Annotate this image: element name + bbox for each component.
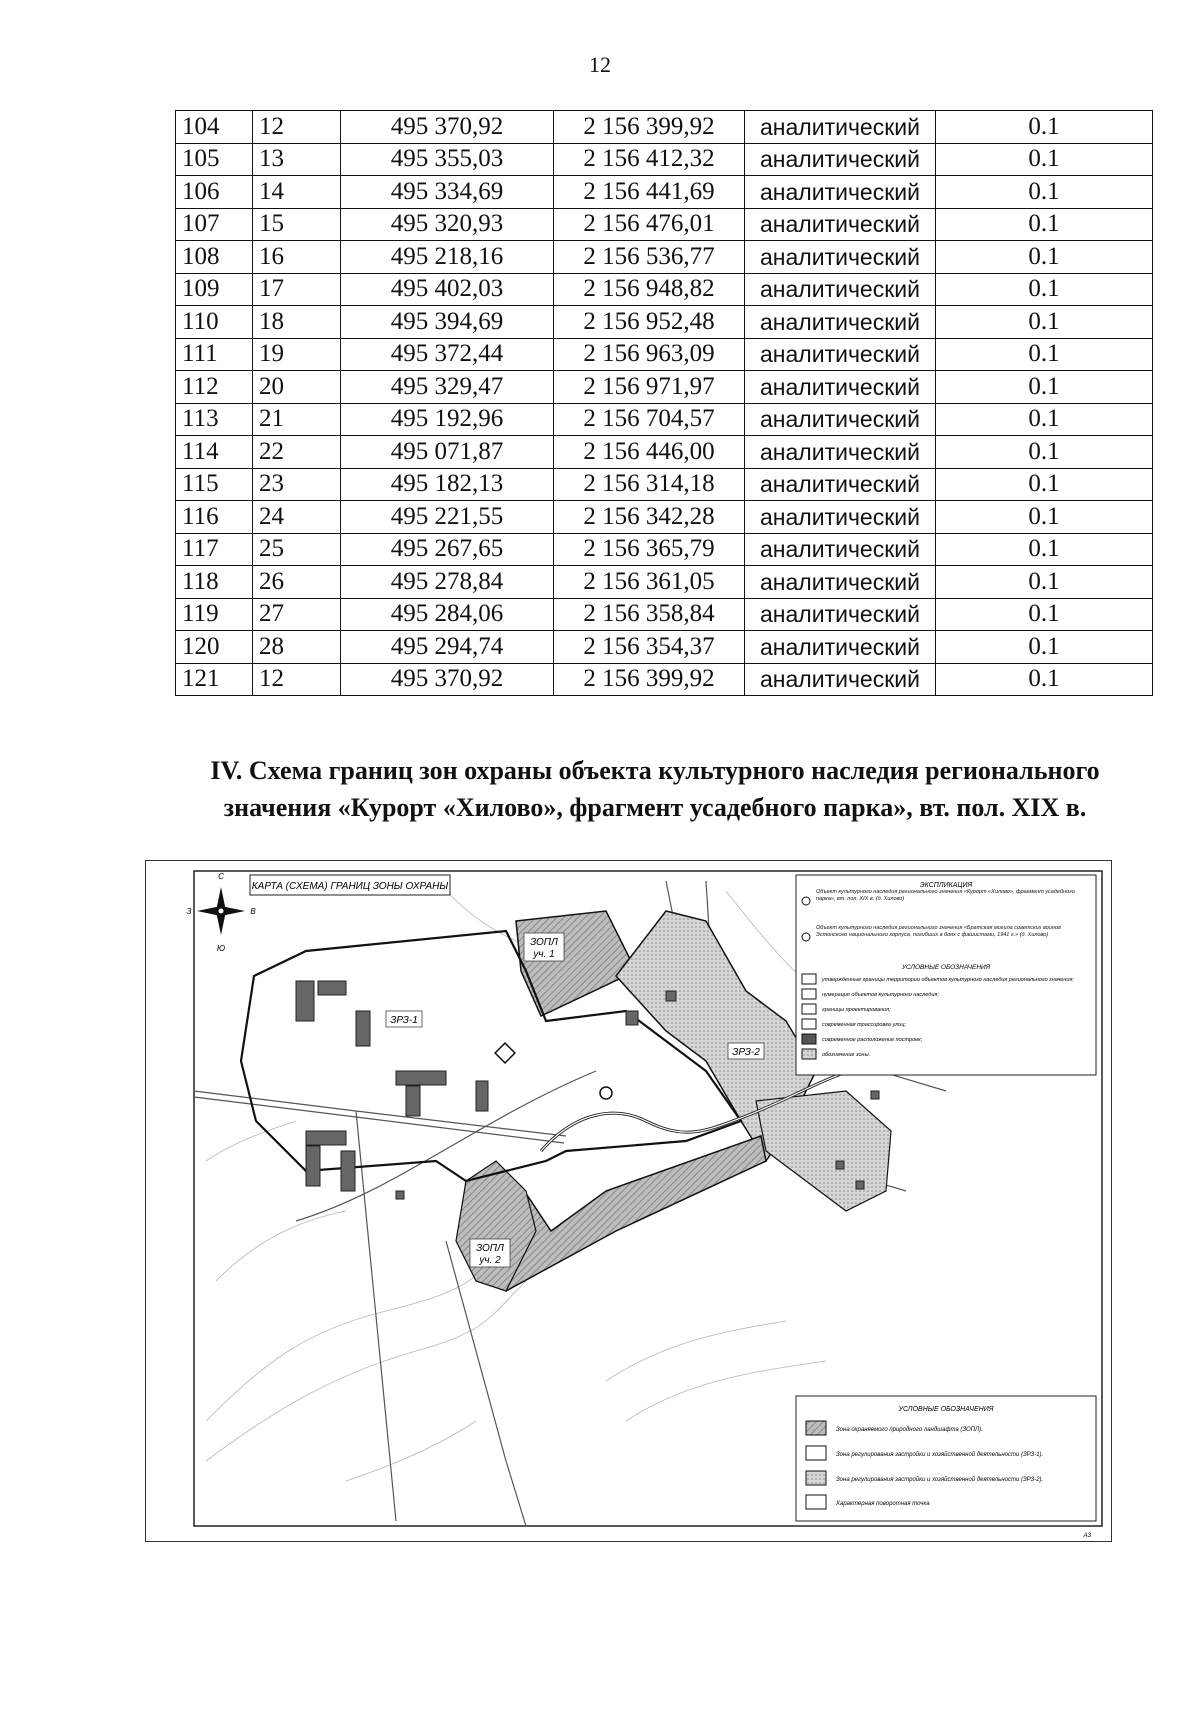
error-cell: 0.1 <box>936 306 1153 339</box>
table-row <box>176 566 1153 599</box>
coord-y-cell: 2 156 704,57 <box>554 403 745 436</box>
section-title-line-2: значения «Курорт «Хилово», фрагмент усадебного парка», вт. пол. XIX в. <box>223 793 1087 822</box>
point-number-cell: 25 <box>253 533 341 566</box>
coord-y-cell: 2 156 412,32 <box>554 143 745 176</box>
explication-legend-item: современное расположение построек; <box>822 1037 923 1043</box>
error-cell: 0.1 <box>936 111 1153 144</box>
method-cell: аналитический <box>745 176 936 209</box>
page-number: 12 <box>589 52 611 77</box>
point-index-cell: 105 <box>176 143 253 176</box>
coord-x-cell: 495 370,92 <box>341 111 554 144</box>
coord-y-cell: 2 156 365,79 <box>554 533 745 566</box>
error-cell: 0.1 <box>936 663 1153 696</box>
coord-x-cell: 495 320,93 <box>341 208 554 241</box>
explication-legend-item: границы проектирования; <box>822 1007 891 1013</box>
table-row <box>176 663 1153 696</box>
coord-y-cell: 2 156 963,09 <box>554 338 745 371</box>
zone-label-zopl2-b: уч. 2 <box>479 1255 501 1266</box>
method-cell: аналитический <box>745 273 936 306</box>
error-cell: 0.1 <box>936 501 1153 534</box>
point-index-cell: 118 <box>176 566 253 599</box>
error-cell: 0.1 <box>936 468 1153 501</box>
explication-item-1: Объект культурного наследия регионального значения «Курорт «Хилово», фрагмент усадебного парка», вт. пол. XIX в. (д. Хилово) <box>816 889 1075 902</box>
point-number-cell: 28 <box>253 631 341 664</box>
legend-item: Зона регулирования застройки и хозяйственной деятельности (ЗРЗ-1). <box>836 1452 1044 1458</box>
method-cell: аналитический <box>745 566 936 599</box>
coord-x-cell: 495 218,16 <box>341 241 554 274</box>
compass-n: С <box>218 872 224 881</box>
map-title: КАРТА (СХЕМА) ГРАНИЦ ЗОНЫ ОХРАНЫ <box>251 881 449 892</box>
point-index-cell: 112 <box>176 371 253 404</box>
compass-w: З <box>186 907 192 916</box>
compass-s: Ю <box>216 944 226 953</box>
point-index-cell: 119 <box>176 598 253 631</box>
coord-y-cell: 2 156 948,82 <box>554 273 745 306</box>
point-number-cell: 18 <box>253 306 341 339</box>
coord-y-cell: 2 156 399,92 <box>554 663 745 696</box>
coord-x-cell: 495 267,65 <box>341 533 554 566</box>
error-cell: 0.1 <box>936 598 1153 631</box>
point-index-cell: 114 <box>176 436 253 469</box>
table-row <box>176 241 1153 274</box>
error-cell: 0.1 <box>936 143 1153 176</box>
point-number-cell: 20 <box>253 371 341 404</box>
zone-label-zopl1-a: ЗОПЛ <box>530 937 558 948</box>
coord-x-cell: 495 370,92 <box>341 663 554 696</box>
method-cell: аналитический <box>745 143 936 176</box>
coord-y-cell: 2 156 399,92 <box>554 111 745 144</box>
explication-heading: ЭКСПЛИКАЦИЯ <box>919 882 973 889</box>
method-cell: аналитический <box>745 598 936 631</box>
coord-x-cell: 495 355,03 <box>341 143 554 176</box>
method-cell: аналитический <box>745 501 936 534</box>
table-row <box>176 533 1153 566</box>
point-number-cell: 13 <box>253 143 341 176</box>
explication-legend-item: нумерация объектов культурного наследия; <box>822 992 939 998</box>
point-number-cell: 14 <box>253 176 341 209</box>
table-row <box>176 143 1153 176</box>
table-row <box>176 338 1153 371</box>
method-cell: аналитический <box>745 111 936 144</box>
coord-y-cell: 2 156 342,28 <box>554 501 745 534</box>
coord-y-cell: 2 156 314,18 <box>554 468 745 501</box>
table-row <box>176 501 1153 534</box>
coord-x-cell: 495 372,44 <box>341 338 554 371</box>
explication-legend-item: обозначение зоны. <box>822 1052 871 1058</box>
coord-x-cell: 495 221,55 <box>341 501 554 534</box>
method-cell: аналитический <box>745 371 936 404</box>
method-cell: аналитический <box>745 208 936 241</box>
method-cell: аналитический <box>745 403 936 436</box>
zone-label-zopl1-b: уч. 1 <box>533 949 555 960</box>
coord-x-cell: 495 284,06 <box>341 598 554 631</box>
table-row <box>176 208 1153 241</box>
coord-y-cell: 2 156 476,01 <box>554 208 745 241</box>
error-cell: 0.1 <box>936 176 1153 209</box>
coord-y-cell: 2 156 358,84 <box>554 598 745 631</box>
point-index-cell: 109 <box>176 273 253 306</box>
table-row <box>176 436 1153 469</box>
point-index-cell: 110 <box>176 306 253 339</box>
error-cell: 0.1 <box>936 273 1153 306</box>
point-index-cell: 117 <box>176 533 253 566</box>
error-cell: 0.1 <box>936 533 1153 566</box>
method-cell: аналитический <box>745 533 936 566</box>
zone-label-zopl2-a: ЗОПЛ <box>476 1243 504 1254</box>
method-cell: аналитический <box>745 338 936 371</box>
table-row <box>176 403 1153 436</box>
point-index-cell: 107 <box>176 208 253 241</box>
legend-item: Зона регулирования застройки и хозяйственной деятельности (ЗРЗ-2). <box>836 1477 1044 1483</box>
method-cell: аналитический <box>745 663 936 696</box>
error-cell: 0.1 <box>936 403 1153 436</box>
point-number-cell: 12 <box>253 663 341 696</box>
table-row <box>176 111 1153 144</box>
point-index-cell: 121 <box>176 663 253 696</box>
point-index-cell: 104 <box>176 111 253 144</box>
coord-y-cell: 2 156 441,69 <box>554 176 745 209</box>
coord-x-cell: 495 294,74 <box>341 631 554 664</box>
legend-item: Характерная поворотная точка <box>836 1501 930 1507</box>
coord-x-cell: 495 071,87 <box>341 436 554 469</box>
point-number-cell: 24 <box>253 501 341 534</box>
error-cell: 0.1 <box>936 371 1153 404</box>
compass-e: В <box>250 907 256 916</box>
error-cell: 0.1 <box>936 631 1153 664</box>
error-cell: 0.1 <box>936 208 1153 241</box>
coord-x-cell: 495 182,13 <box>341 468 554 501</box>
point-number-cell: 23 <box>253 468 341 501</box>
method-cell: аналитический <box>745 468 936 501</box>
coord-y-cell: 2 156 354,37 <box>554 631 745 664</box>
explication-legend-item: современная трассировка улиц; <box>822 1022 907 1028</box>
point-number-cell: 26 <box>253 566 341 599</box>
boundary-map <box>146 861 1111 1541</box>
method-cell: аналитический <box>745 631 936 664</box>
error-cell: 0.1 <box>936 338 1153 371</box>
method-cell: аналитический <box>745 241 936 274</box>
point-index-cell: 120 <box>176 631 253 664</box>
coordinates-table <box>175 110 1153 696</box>
coord-y-cell: 2 156 361,05 <box>554 566 745 599</box>
explication-legend-heading: УСЛОВНЫЕ ОБОЗНАЧЕНИЯ <box>901 964 991 971</box>
point-index-cell: 111 <box>176 338 253 371</box>
coord-x-cell: 495 394,69 <box>341 306 554 339</box>
point-number-cell: 21 <box>253 403 341 436</box>
coord-y-cell: 2 156 446,00 <box>554 436 745 469</box>
legend-item: Зона охраняемого природного ландшафта (ЗОПЛ). <box>836 1427 983 1433</box>
coord-x-cell: 495 334,69 <box>341 176 554 209</box>
explication-legend-item: утвержденные границы территории объектов культурного наследия регионального значения; <box>822 977 1074 983</box>
explication-item-2: Объект культурного наследия регионального значения «Братская могила советских воинов Эстонского национального корпуса, погибших в боях с фашистами, 1941 г.» (д. Хилово) <box>816 925 1061 938</box>
sheet-format: А3 <box>1083 1533 1091 1539</box>
coord-x-cell: 495 329,47 <box>341 371 554 404</box>
point-number-cell: 16 <box>253 241 341 274</box>
error-cell: 0.1 <box>936 566 1153 599</box>
map-frame <box>145 860 1112 1542</box>
point-number-cell: 15 <box>253 208 341 241</box>
error-cell: 0.1 <box>936 241 1153 274</box>
section-title-line-1: IV. Схема границ зон охраны объекта культурного наследия регионального <box>210 756 1100 785</box>
point-index-cell: 115 <box>176 468 253 501</box>
point-number-cell: 27 <box>253 598 341 631</box>
point-number-cell: 17 <box>253 273 341 306</box>
method-cell: аналитический <box>745 436 936 469</box>
coord-y-cell: 2 156 952,48 <box>554 306 745 339</box>
section-title <box>150 752 1160 826</box>
coord-x-cell: 495 402,03 <box>341 273 554 306</box>
point-number-cell: 22 <box>253 436 341 469</box>
point-number-cell: 12 <box>253 111 341 144</box>
table-row <box>176 273 1153 306</box>
coord-y-cell: 2 156 536,77 <box>554 241 745 274</box>
table-row <box>176 631 1153 664</box>
coord-y-cell: 2 156 971,97 <box>554 371 745 404</box>
point-index-cell: 106 <box>176 176 253 209</box>
table-row <box>176 176 1153 209</box>
error-cell: 0.1 <box>936 436 1153 469</box>
coord-x-cell: 495 278,84 <box>341 566 554 599</box>
coord-x-cell: 495 192,96 <box>341 403 554 436</box>
table-row <box>176 306 1153 339</box>
point-number-cell: 19 <box>253 338 341 371</box>
method-cell: аналитический <box>745 306 936 339</box>
point-index-cell: 108 <box>176 241 253 274</box>
table-row <box>176 371 1153 404</box>
zone-label-zrz1: ЗРЗ-1 <box>390 1015 418 1026</box>
zone-label-zrz2: ЗРЗ-2 <box>732 1047 760 1058</box>
table-row <box>176 468 1153 501</box>
legend-heading: УСЛОВНЫЕ ОБОЗНАЧЕНИЯ <box>898 1406 994 1413</box>
table-row <box>176 598 1153 631</box>
point-index-cell: 113 <box>176 403 253 436</box>
point-index-cell: 116 <box>176 501 253 534</box>
